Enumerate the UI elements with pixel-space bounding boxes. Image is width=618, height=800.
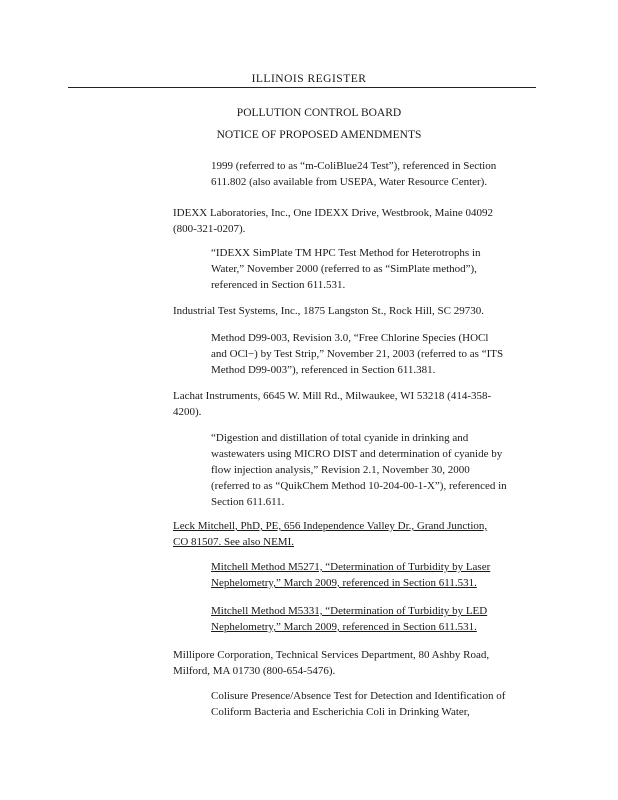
entry-paragraph [211, 688, 541, 720]
text-line: flow injection analysis,” Revision 2.1, November 30, 2000 [211, 464, 470, 476]
text-line: (800-321-0207). [173, 223, 246, 235]
text-line: IDEXX Laboratories, Inc., One IDEXX Drive, Westbrook, Maine 04092 [173, 207, 493, 219]
entry-paragraph [173, 647, 543, 679]
text-line: Industrial Test Systems, Inc., 1875 Langston St., Rock Hill, SC 29730. [173, 305, 484, 317]
entry-paragraph [173, 303, 543, 319]
text-line: Milford, MA 01730 (800-654-5476). [173, 665, 336, 677]
board-title: POLLUTION CONTROL BOARD [236, 107, 402, 119]
text-line: Method D99-003”), referenced in Section 611.381. [211, 364, 436, 376]
text-line: Nephelometry,” March 2009, referenced in Section 611.531. [211, 621, 477, 633]
text-line: Leck Mitchell, PhD, PE, 656 Independence Valley Dr., Grand Junction, [173, 520, 488, 532]
register-title: ILLINOIS REGISTER [251, 73, 367, 85]
text-line: Method D99-003, Revision 3.0, “Free Chlorine Species (HOCl [211, 332, 489, 344]
entry-paragraph [211, 559, 541, 591]
entry-paragraph [173, 518, 543, 550]
text-line: Section 611.611. [211, 496, 285, 508]
notice-title: NOTICE OF PROPOSED AMENDMENTS [216, 129, 422, 141]
entry-paragraph [173, 205, 543, 237]
entry-paragraph [211, 245, 541, 293]
entry-paragraph [211, 430, 541, 510]
text-line: “IDEXX SimPlate TM HPC Test Method for Heterotrophs in [211, 247, 481, 259]
text-line: Millipore Corporation, Technical Services Department, 80 Ashby Road, [173, 649, 490, 661]
text-line: Water,” November 2000 (referred to as “SimPlate method”), [211, 263, 477, 275]
text-line: referenced in Section 611.531. [211, 279, 346, 291]
text-line: 611.802 (also available from USEPA, Water Resource Center). [211, 176, 488, 188]
text-line: and OCl−) by Test Strip,” November 21, 2003 (referred to as “ITS [211, 348, 504, 360]
text-line: 1999 (referred to as “m-ColiBlue24 Test”), referenced in Section [211, 160, 497, 172]
text-line: “Digestion and distillation of total cyanide in drinking and [211, 432, 469, 444]
entry-paragraph [211, 603, 541, 635]
text-line: (referred to as “QuikChem Method 10-204-00-1-X”), referenced in [211, 480, 507, 492]
text-line: 4200). [173, 406, 202, 418]
entry-paragraph [211, 330, 541, 378]
header-divider [68, 87, 536, 88]
text-line: Colisure Presence/Absence Test for Detection and Identification of [211, 690, 506, 702]
entry-paragraph [211, 158, 541, 190]
text-line: Coliform Bacteria and Escherichia Coli in Drinking Water, [211, 706, 470, 718]
text-line: Lachat Instruments, 6645 W. Mill Rd., Milwaukee, WI 53218 (414-358- [173, 390, 492, 402]
text-line: Nephelometry,” March 2009, referenced in Section 611.531. [211, 577, 477, 589]
text-line: Mitchell Method M5331, “Determination of Turbidity by LED [211, 605, 488, 617]
entry-paragraph [173, 388, 543, 420]
text-line: CO 81507. See also NEMI. [173, 536, 294, 548]
text-line: Mitchell Method M5271, “Determination of Turbidity by Laser [211, 561, 491, 573]
text-line: wastewaters using MICRO DIST and determination of cyanide by [211, 448, 503, 460]
